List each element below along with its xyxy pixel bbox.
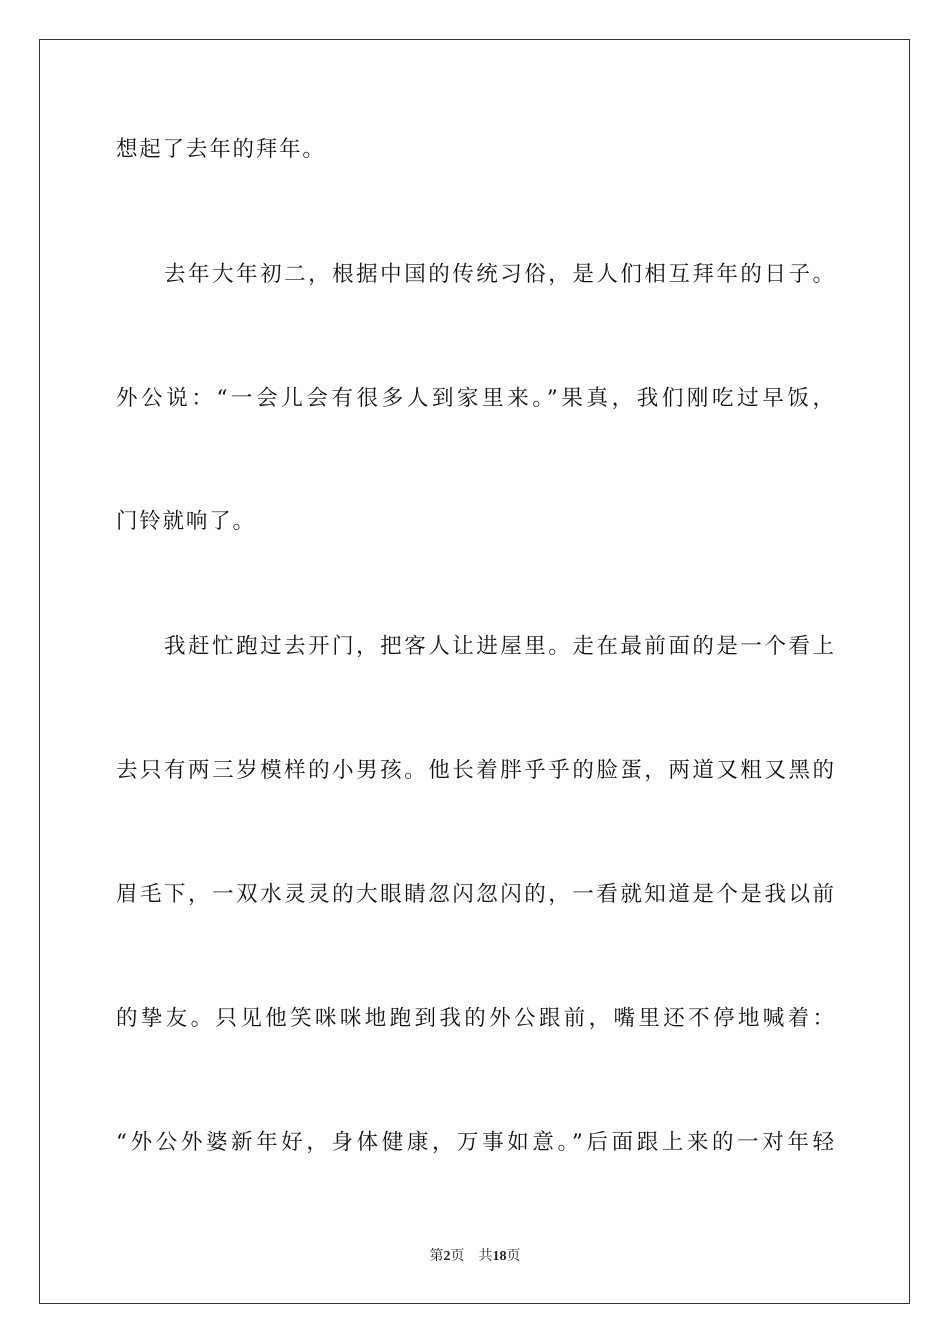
footer-page-number: 2 bbox=[443, 1249, 451, 1264]
footer-total-number: 18 bbox=[492, 1249, 507, 1264]
text-line-6: 去只有两三岁模样的小男孩。他长着胖乎乎的脸蛋，两道又粗又黑的 bbox=[116, 758, 834, 783]
text-line-9: “外公外婆新年好，身体健康，万事如意。”后面跟上来的一对年轻 bbox=[116, 1130, 834, 1155]
text-line-7: 眉毛下，一双水灵灵的大眼睛忽闪忽闪的，一看就知道是个是我以前 bbox=[116, 882, 834, 907]
footer-total-suffix: 页 bbox=[506, 1249, 521, 1264]
footer-total-prefix: 共 bbox=[478, 1249, 493, 1264]
text-line-5: 我赶忙跑过去开门，把客人让进屋里。走在最前面的是一个看上 bbox=[116, 634, 834, 659]
text-line-2: 去年大年初二，根据中国的传统习俗，是人们相互拜年的日子。 bbox=[116, 262, 834, 287]
footer-page-suffix: 页 bbox=[450, 1249, 465, 1264]
text-line-1: 想起了去年的拜年。 bbox=[116, 137, 326, 162]
text-line-8: 的挚友。只见他笑咪咪地跑到我的外公跟前，嘴里还不停地喊着： bbox=[116, 1006, 834, 1031]
footer-page-prefix: 第 bbox=[429, 1249, 444, 1264]
page-border bbox=[39, 39, 910, 1304]
text-line-4: 门铃就响了。 bbox=[116, 509, 256, 534]
text-line-3: 外公说：“一会儿会有很多人到家里来。”果真，我们刚吃过早饭， bbox=[116, 386, 834, 411]
page-footer bbox=[0, 1248, 950, 1266]
